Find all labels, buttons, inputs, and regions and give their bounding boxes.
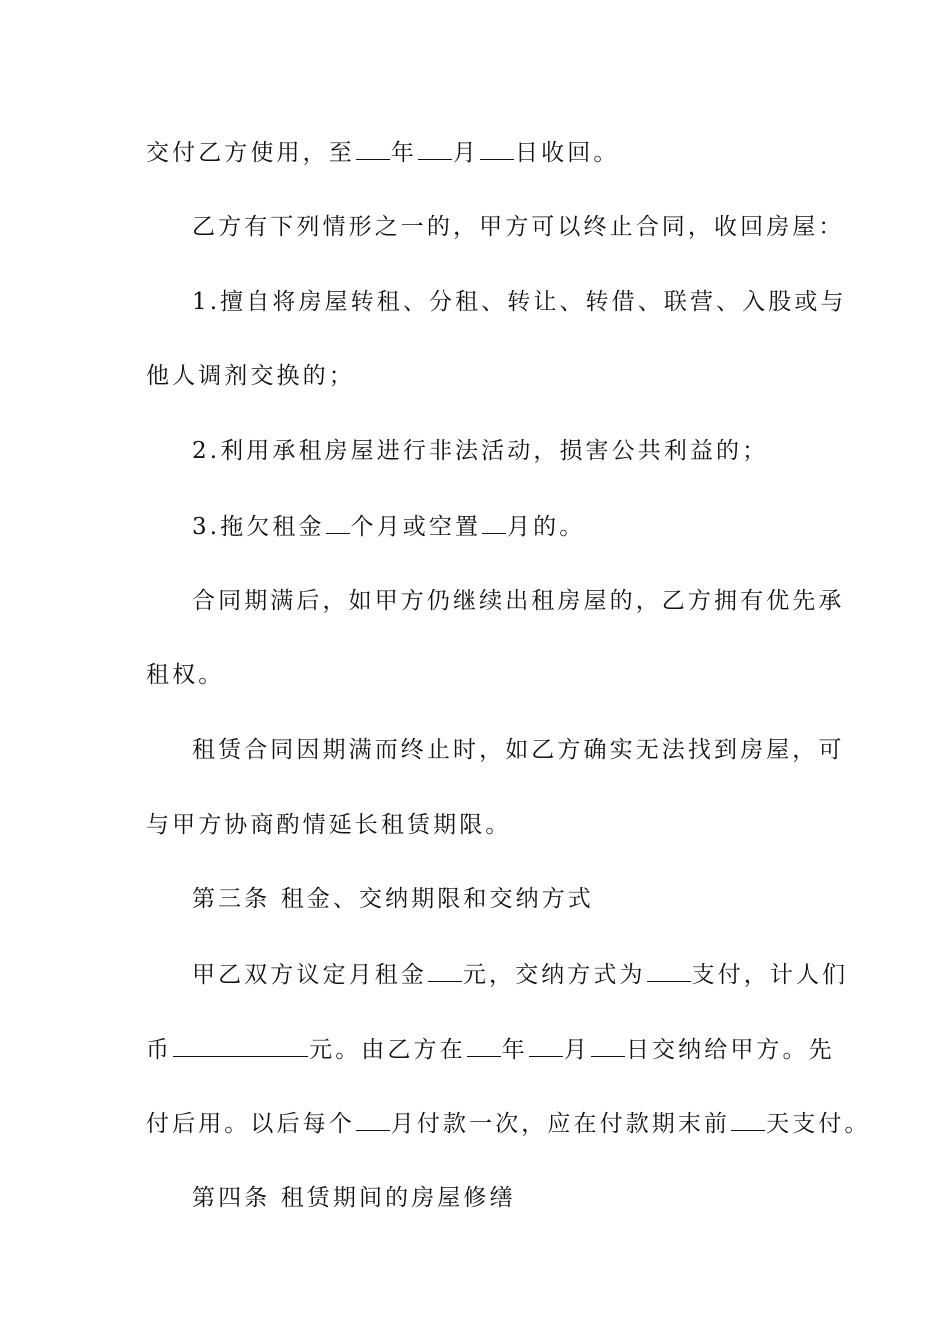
paragraph-line: 租赁合同因期满而终止时，如乙方确实无法找到房屋，可 <box>192 737 845 763</box>
list-item-1-continued: 他人调剂交换的； <box>146 363 355 389</box>
paragraph-line: 乙方有下列情形之一的，甲方可以终止合同，收回房屋： <box>192 214 845 240</box>
list-item-1: 1.擅自将房屋转租、分租、转让、转借、联营、入股或与 <box>192 289 847 315</box>
paragraph-line <box>146 137 619 168</box>
text-run: 付后用。以后每个 <box>146 1111 355 1137</box>
text-run: 月付款一次，应在付款期末前 <box>390 1111 731 1137</box>
text-run: 元。由乙方在 <box>309 1037 466 1063</box>
text-run: 交付乙方使用，至 <box>146 140 355 166</box>
fill-blank <box>591 1034 625 1057</box>
fill-blank <box>731 1108 765 1131</box>
fill-blank <box>173 1034 308 1057</box>
list-item-2: 2.利用承租房屋进行非法活动，损害公共利益的； <box>192 438 769 464</box>
text-run: 甲乙双方议定月租金 <box>192 962 427 988</box>
fill-blank <box>418 137 452 160</box>
fill-blank <box>428 959 462 982</box>
fill-blank <box>480 137 514 160</box>
fill-blank <box>356 137 390 160</box>
paragraph-line <box>192 959 848 990</box>
text-run: 月的。 <box>507 514 586 540</box>
text-run: 年 <box>390 140 417 166</box>
fill-blank <box>647 959 691 982</box>
fill-blank <box>356 1108 390 1131</box>
section-heading: 第三条 租金、交纳期限和交纳方式 <box>192 886 594 912</box>
paragraph-line <box>146 1108 871 1139</box>
paragraph-line <box>146 1034 835 1065</box>
fill-blank <box>326 511 350 534</box>
text-run: 3.拖欠租金 <box>192 514 325 540</box>
fill-blank <box>529 1034 563 1057</box>
text-run: 支付，计人们 <box>691 962 849 988</box>
section-heading: 第四条 租赁期间的房屋修缮 <box>192 1185 516 1211</box>
text-run: 日收回。 <box>515 140 620 166</box>
text-run: 天支付。 <box>766 1111 871 1137</box>
paragraph-line: 与甲方协商酌情延长租赁期限。 <box>146 812 512 838</box>
list-item-3 <box>192 511 585 542</box>
text-run: 月 <box>563 1037 590 1063</box>
text-run: 年 <box>501 1037 528 1063</box>
text-run: 月 <box>452 140 480 166</box>
fill-blank <box>482 511 506 534</box>
text-run: 币 <box>146 1037 173 1063</box>
text-run: 个月或空置 <box>350 514 482 540</box>
fill-blank <box>467 1034 501 1057</box>
paragraph-line: 租权。 <box>146 662 225 688</box>
paragraph-line: 合同期满后，如甲方仍继续出租房屋的，乙方拥有优先承 <box>192 588 845 614</box>
text-run: 元，交纳方式为 <box>462 962 646 988</box>
text-run: 日交纳给甲方。先 <box>625 1037 835 1063</box>
